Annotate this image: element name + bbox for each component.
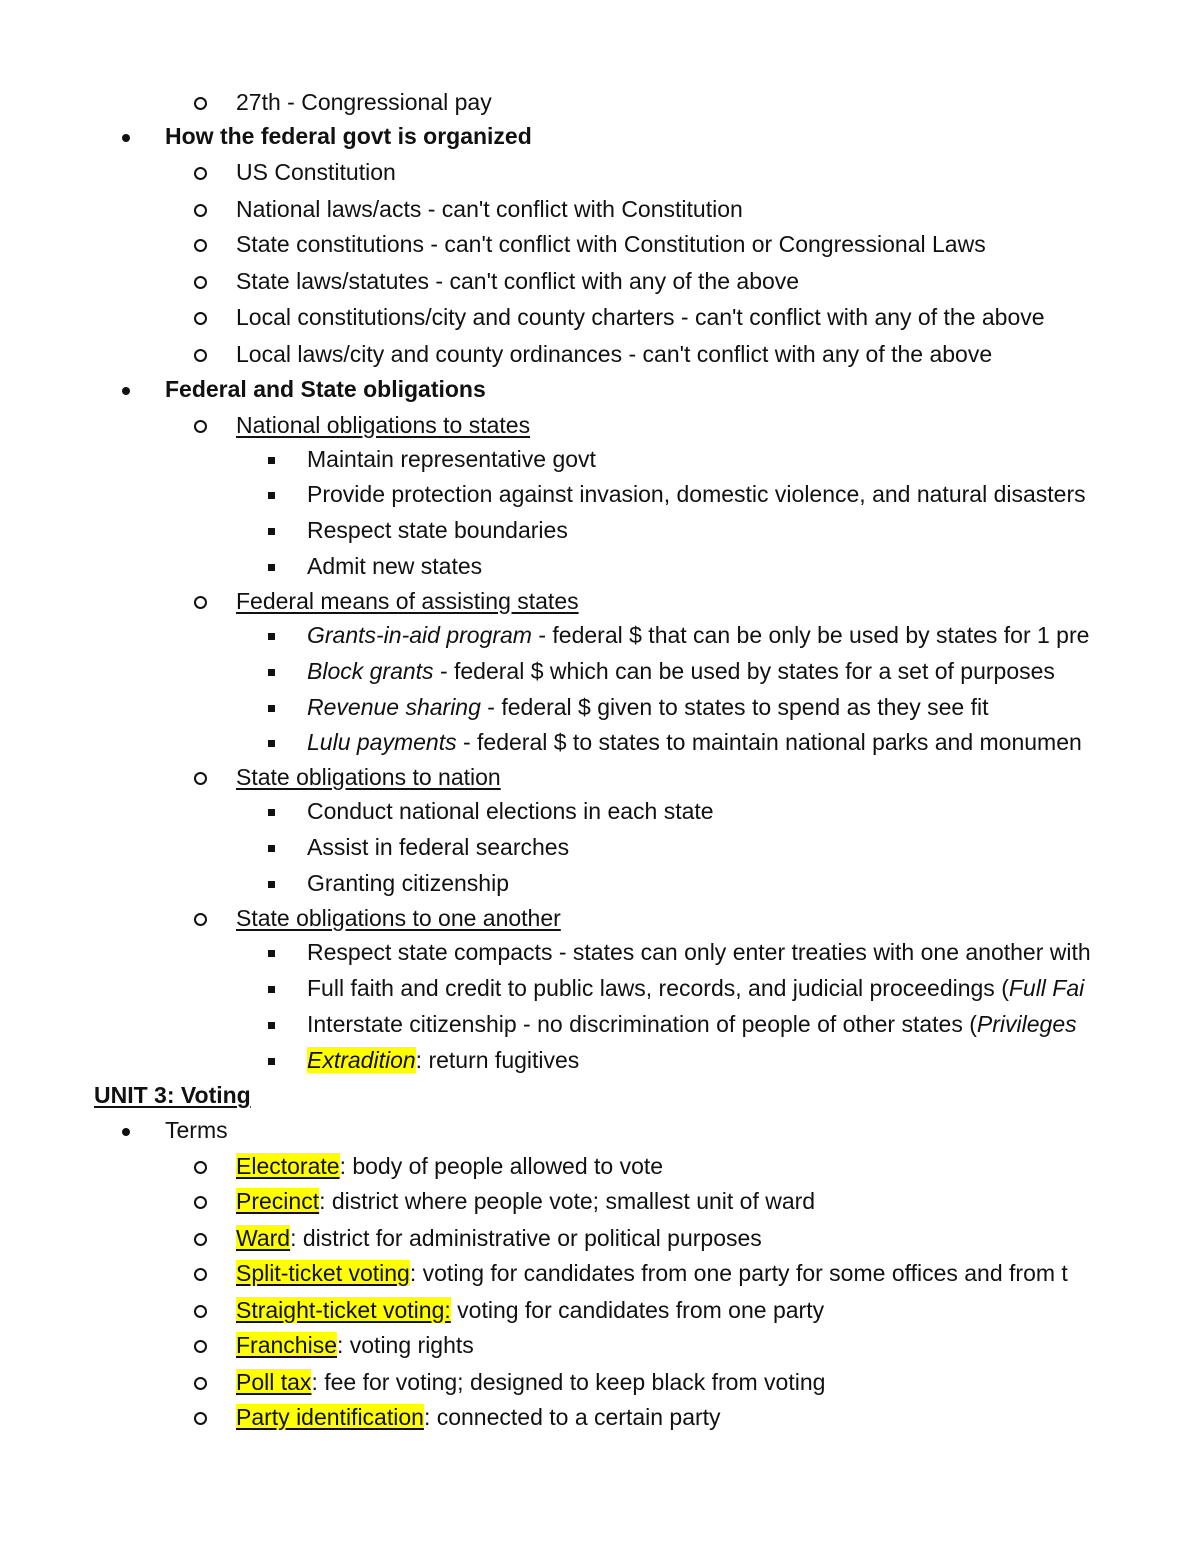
circle-bullet-icon [190,1399,210,1435]
square-bullet-icon [261,653,281,689]
square-bullet-icon [261,617,281,653]
circle-bullet-icon [190,1364,210,1400]
square-bullet-icon [261,476,281,512]
circle-bullet-icon [190,226,210,262]
square-bullet-icon [261,934,281,970]
circle-bullet-icon [190,336,210,372]
square-bullet-icon [261,548,281,584]
circle-bullet-icon [190,191,210,227]
circle-bullet-icon [190,299,210,335]
square-bullet-icon [261,1006,281,1042]
circle-bullet-icon [190,1327,210,1363]
circle-bullet-icon [190,84,210,120]
square-bullet-icon [261,441,281,477]
square-bullet-icon [261,512,281,548]
square-bullet-icon [261,865,281,901]
circle-bullet-icon [190,759,210,795]
circle-bullet-icon [190,583,210,619]
disc-bullet-icon [116,371,136,407]
disc-bullet-icon [116,1112,136,1148]
circle-bullet-icon [190,1148,210,1184]
circle-bullet-icon [190,1292,210,1328]
circle-bullet-icon [190,1220,210,1256]
circle-bullet-icon [190,1183,210,1219]
circle-bullet-icon [190,407,210,443]
circle-bullet-icon [190,900,210,936]
circle-bullet-icon [190,263,210,299]
disc-bullet-icon [116,118,136,154]
square-bullet-icon [261,1042,281,1078]
square-bullet-icon [261,829,281,865]
square-bullet-icon [261,793,281,829]
square-bullet-icon [261,970,281,1006]
square-bullet-icon [261,724,281,760]
circle-bullet-icon [190,1255,210,1291]
circle-bullet-icon [190,154,210,190]
square-bullet-icon [261,689,281,725]
